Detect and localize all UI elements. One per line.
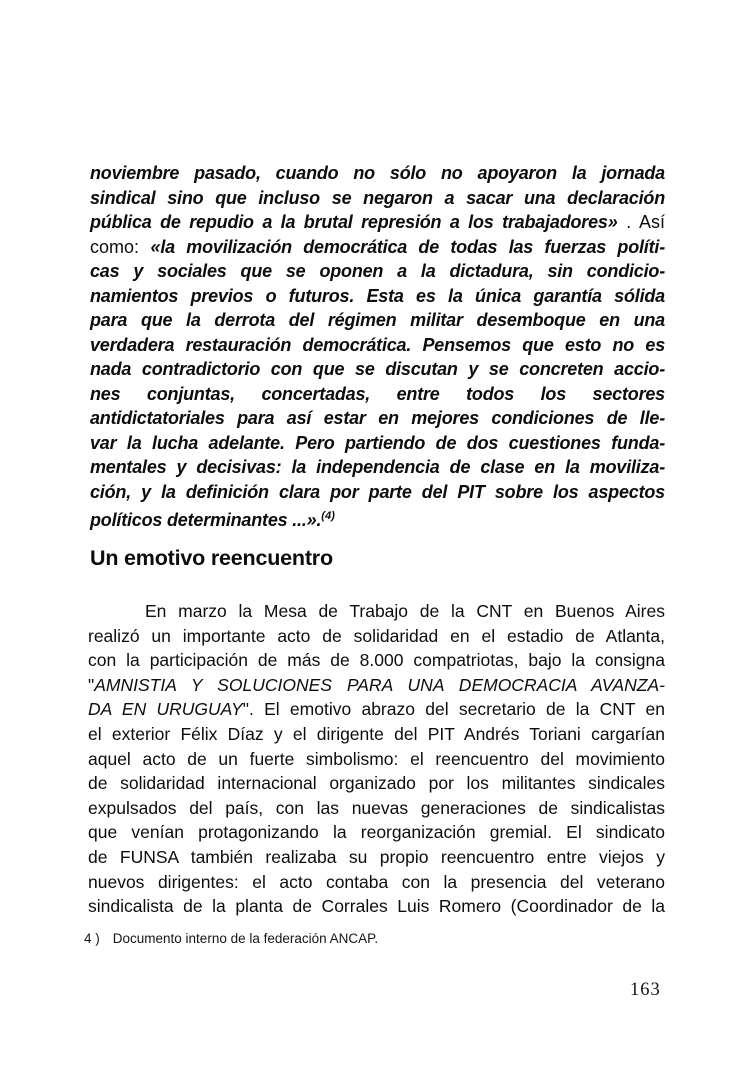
text-segment: cas y sociales que se oponen a la dictadura, sin condicio- — [90, 261, 665, 281]
quote-paragraph — [90, 161, 665, 533]
text-line — [90, 480, 665, 505]
text-segment: (4) — [321, 510, 335, 522]
text-segment: En marzo la Mesa de Trabajo de la CNT en Buenos Aires — [145, 601, 665, 621]
text-segment: nada contradictorio con que se discutan y se concreten accio- — [90, 359, 665, 379]
footnote — [84, 931, 378, 946]
text-segment: antidictatoriales para así estar en mejores condiciones de lle- — [90, 408, 665, 428]
footnote-text: Documento interno de la federación ANCAP. — [112, 931, 379, 946]
text-segment: verdadera restauración democrática. Pensemos que esto no es — [90, 334, 665, 355]
text-line — [88, 894, 665, 919]
text-segment: nes conjuntas, concertadas, entre todos los sectores — [90, 383, 665, 404]
text-line — [88, 771, 665, 796]
text-segment: ". El emotivo abrazo del secretario de la CNT en — [242, 699, 665, 720]
text-line — [90, 357, 665, 382]
text-line — [88, 870, 665, 895]
text-segment: el exterior Félix Díaz y el dirigente del PIT Andrés Toriani cargarían — [88, 723, 665, 744]
text-segment: mentales y decisivas: la independencia de clase en la moviliza- — [90, 457, 665, 477]
text-segment: políticos determinantes ...». — [90, 510, 322, 530]
text-line — [90, 333, 665, 358]
section-heading: Un emotivo reencuentro — [90, 546, 333, 570]
text-line — [88, 820, 665, 845]
text-segment: DA EN URUGUAY — [88, 699, 243, 720]
text-segment: pública de repudio a la brutal represión a los trabajadores» — [90, 212, 618, 232]
text-segment: nuevos dirigentes: el acto contaba con la presencia del veterano — [88, 871, 665, 892]
text-line — [90, 406, 665, 431]
page-number: 163 — [630, 980, 661, 1000]
text-line — [88, 673, 665, 698]
text-segment: AMNISTIA Y SOLUCIONES PARA UNA DEMOCRACIA AVANZA- — [94, 674, 665, 695]
text-line — [88, 747, 665, 772]
text-segment: ción, y la definición clara por parte del PIT sobre los aspectos — [90, 481, 665, 502]
text-segment: sindicalista de la planta de Corrales Luis Romero (Coordinador de la — [88, 896, 665, 917]
text-line — [90, 161, 665, 186]
text-segment: de FUNSA también realizaba su propio reencuentro entre viejos y — [88, 846, 665, 867]
text-line — [90, 431, 665, 456]
text-line — [88, 624, 665, 649]
text-line — [90, 186, 665, 211]
text-line — [90, 210, 665, 235]
text-line — [90, 235, 665, 260]
text-segment: con la participación de más de 8.000 compatriotas, bajo la consigna — [88, 650, 665, 671]
text-segment: expulsados del país, con las nuevas generaciones de sindicalistas — [88, 797, 665, 818]
text-segment: aquel acto de un fuerte simbolismo: el reencuentro del movimiento — [88, 748, 665, 769]
text-segment: como: — [90, 236, 151, 257]
text-line — [90, 259, 665, 284]
text-line — [90, 308, 665, 333]
text-segment: de solidaridad internacional organizado por los militantes sindicales — [88, 773, 665, 794]
text-segment: «la movilización democrática de todas las fuerzas políti- — [150, 236, 665, 257]
text-segment: sindical sino que incluso se negaron a sacar una declaración — [90, 187, 665, 208]
text-line — [90, 382, 665, 407]
text-segment: realizó un importante acto de solidaridad en el estadio de Atlanta, — [88, 625, 665, 646]
text-line — [90, 284, 665, 309]
body-paragraph — [88, 599, 665, 919]
text-line — [90, 455, 665, 480]
text-segment: que venían protagonizando la reorganización gremial. El sindicato — [88, 822, 665, 843]
text-line — [88, 599, 665, 624]
text-segment: para que la derrota del régimen militar desemboque en una — [90, 310, 665, 330]
text-line — [88, 648, 665, 673]
text-segment: . Así — [617, 212, 665, 232]
text-line — [88, 722, 665, 747]
text-line — [88, 796, 665, 821]
text-segment: var la lucha adelante. Pero partiendo de dos cuestiones funda- — [90, 432, 665, 453]
text-segment: " — [88, 674, 95, 695]
text-segment: noviembre pasado, cuando no sólo no apoyaron la jornada — [90, 163, 665, 183]
text-line — [88, 845, 665, 870]
text-line — [88, 697, 665, 722]
footnote-marker: 4 ) — [84, 931, 100, 946]
text-segment: namientos previos o futuros. Esta es la única garantía sólida — [90, 285, 665, 306]
text-line — [90, 504, 665, 533]
